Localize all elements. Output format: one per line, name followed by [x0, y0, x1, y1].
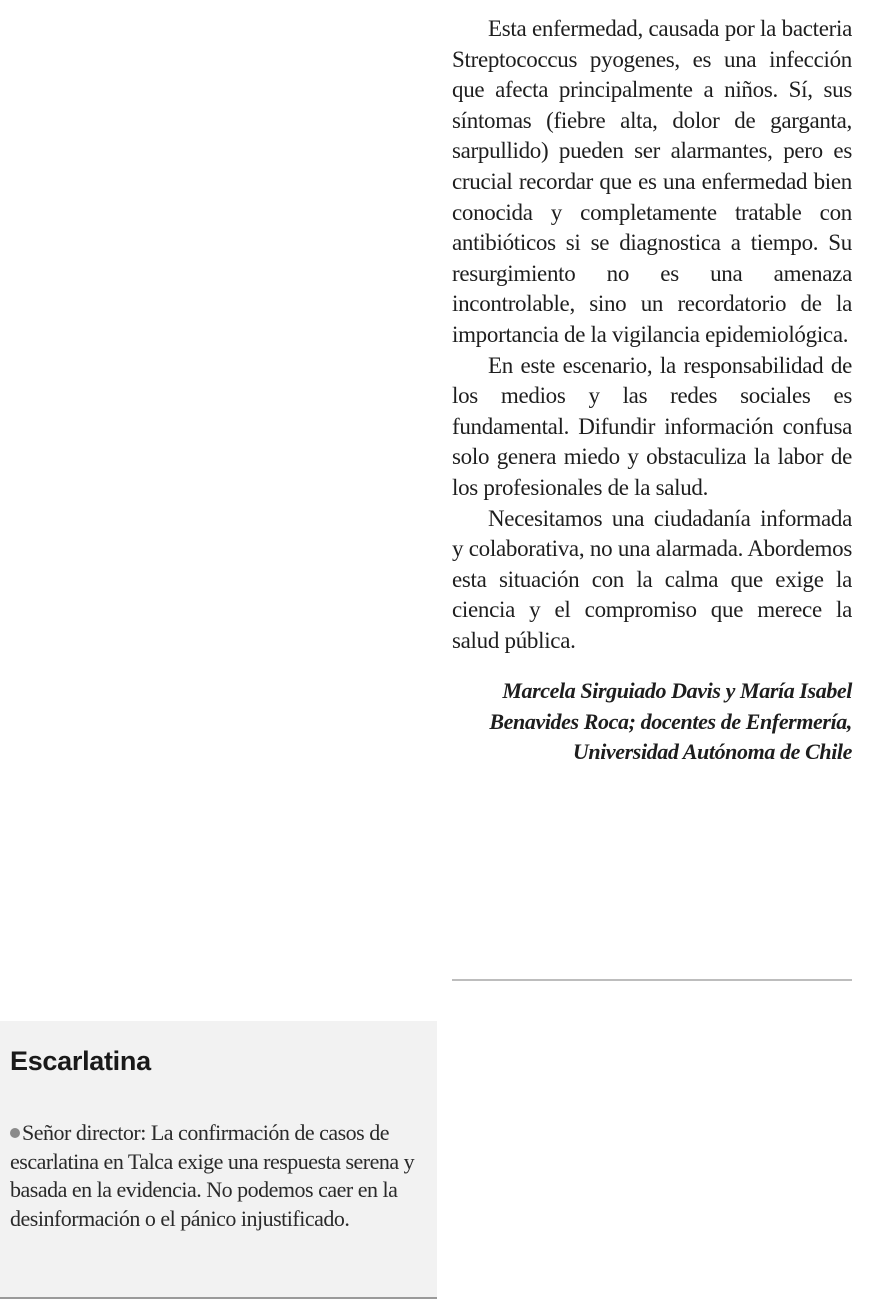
column-divider: [452, 979, 852, 981]
next-letter-title: Escarlatina: [10, 1046, 151, 1076]
letter-paragraph: Necesitamos una ciudadanía informada y colaborativa, no una alarmada. Abordemos esta situación con la calma que exige la ciencia y el compromiso que merece la salud pública.: [452, 505, 852, 653]
letter-paragraph: En este escenario, la responsabilidad de los medios y las redes sociales es fundamental. Difundir información confusa solo genera miedo y obstaculiza la labor de los profesionales de la salud.: [452, 352, 852, 500]
panel-bottom-rule: [0, 1297, 437, 1299]
next-letter-text: Señor director: La confirmación de casos de escarlatina en Talca exige una respuesta serena y basada en la evidencia. No podemos caer en la desinformación o el pánico injustificado.: [10, 1120, 415, 1232]
letter-signature: Marcela Sirguiado Davis y María Isabel Benavides Roca; docentes de Enfermería, Universidad Autónoma de Chile: [489, 678, 852, 765]
letter-continuation: [452, 14, 852, 768]
bullet-dot-icon: [10, 1128, 20, 1138]
letter-paragraph: Esta enfermedad, causada por la bacteria Streptococcus pyogenes, es una infección que afecta principalmente a niños. Sí, sus síntomas (fiebre alta, dolor de garganta, sarpullido) pueden ser alarmantes, pero es crucial recordar que es una enfermedad bien conocida y completamente tratable con antibióticos si se diagnostica a tiempo. Su resurgimiento no es una amenaza incontrolable, sino un recordatorio de la importancia de la vigilancia epidemiológica.: [452, 16, 852, 347]
next-letter-body: [10, 1119, 428, 1234]
